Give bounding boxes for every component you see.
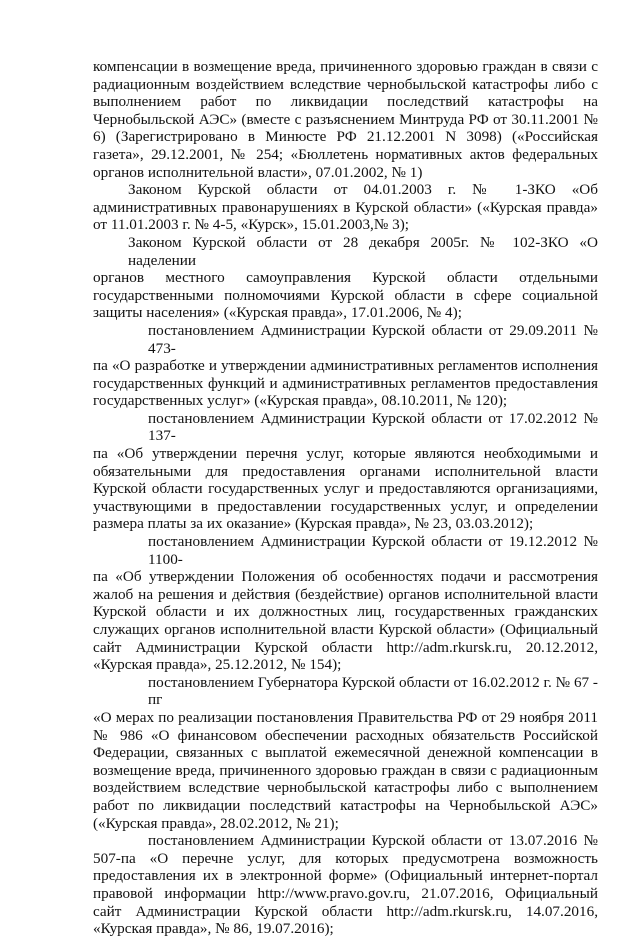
document-line: государственными полномочиями Курской области в сфере социальной	[93, 286, 598, 304]
document-line: постановлением Администрации Курской области от 17.02.2012 № 137-	[148, 409, 598, 445]
document-line: защиты населения» («Курская правда», 17.01.2006, № 4);	[93, 304, 462, 322]
document-line: административных правонарушениях в Курской области» («Курская правда»	[93, 198, 598, 216]
document-line: па «Об утверждении перечня услуг, которые являются необходимыми и	[93, 445, 598, 463]
document-line: постановлением Администрации Курской области от 13.07.2016 №	[148, 832, 598, 850]
document-line: от 11.01.2003 г. № 4-5, «Курск», 15.01.2003,№ 3);	[93, 216, 410, 234]
document-line: № 986 «О финансовом обеспечении расходных обязательств Российской	[93, 726, 598, 744]
document-line: «Курская правда», № 86, 19.07.2016);	[93, 920, 334, 938]
document-line: предоставления их в электронной форме» (Официальный интернет-портал	[93, 867, 598, 885]
document-line: обязательными для предоставления органами исполнительной власти	[93, 462, 598, 480]
document-line: Федерации, связанных с выплатой ежемесячной денежной компенсации в	[93, 744, 598, 762]
document-line: государственных функций и административных регламентов предоставления	[93, 374, 598, 392]
document-line: сайт Администрации Курской области http://adm.rkursk.ru, 20.12.2012,	[93, 638, 598, 656]
document-line: органов местного самоуправления Курской области отдельными	[93, 269, 598, 287]
document-line: «Курская правда», 25.12.2012, № 154);	[93, 656, 342, 674]
document-line: 507-па «О перечне услуг, для которых предусмотрена возможность	[93, 849, 598, 867]
document-line: работ по ликвидации последствий катастрофы на Чернобыльской АЭС»	[93, 796, 598, 814]
document-line: служащих органов исполнительной власти Курской области» (Официальный	[93, 621, 598, 638]
document-line: Чернобыльской АЭС» (вместе с разъяснением Минтруда РФ от 30.11.2001 №	[93, 110, 598, 128]
document-line: правовой информации http://www.pravo.gov.ru, 21.07.2016, Официальный	[93, 884, 598, 902]
document-line: Законом Курской области от 28 декабря 2005г. № 102-ЗКО «О наделении	[128, 233, 598, 269]
document-line: 6) (Зарегистрировано в Минюсте РФ 21.12.2001 N 3098) («Российская	[93, 128, 598, 146]
document-line: газета», 29.12.2001, № 254; «Бюллетень нормативных актов федеральных	[93, 145, 598, 163]
document-line: постановлением Губернатора Курской области от 16.02.2012 г. № 67 - пг	[148, 673, 598, 709]
document-line: участвующими в предоставлении государственных услуг, и определении	[93, 497, 598, 515]
document-line: жалоб на решения и действия (бездействие) органов исполнительной власти	[93, 585, 598, 603]
document-line: («Курская правда», 28.02.2012, № 21);	[93, 814, 339, 832]
document-line: Законом Курской области от 04.01.2003 г. № 1-ЗКО «Об	[128, 181, 598, 199]
document-line: размера платы за их оказание» (Курская правда», № 23, 03.03.2012);	[93, 515, 534, 533]
document-line: постановлением Администрации Курской области от 19.12.2012 № 1100-	[148, 533, 598, 568]
document-line: Курской области государственных услуг и предоставляются организациями,	[93, 480, 598, 498]
document-line: радиационным воздействием вследствие чернобыльской катастрофы либо с	[93, 75, 598, 93]
document-page	[93, 58, 598, 938]
document-line: па «Об утверждении Положения об особенностях подачи и рассмотрения	[93, 568, 598, 586]
document-line: «О мерах по реализации постановления Правительства РФ от 29 ноября 2011	[93, 708, 598, 726]
document-line: возмещение вреда, причиненного здоровью граждан в связи с радиационным	[93, 761, 598, 779]
document-line: органов исполнительной власти», 07.01.2002, № 1)	[93, 163, 423, 181]
document-line: постановлением Администрации Курской области от 29.09.2011 № 473-	[148, 321, 598, 357]
document-line: Курской области и их должностных лиц, государственных гражданских	[93, 603, 598, 621]
document-line: государственных услуг» («Курская правда», 08.10.2011, № 120);	[93, 392, 508, 410]
document-line: па «О разработке и утверждении административных регламентов исполнения	[93, 357, 598, 375]
document-line: компенсации в возмещение вреда, причиненного здоровью граждан в связи с	[93, 58, 598, 75]
document-line: сайт Администрации Курской области http://adm.rkursk.ru, 14.07.2016,	[93, 902, 598, 920]
document-line: воздействием вследствие чернобыльской катастрофы либо с выполнением	[93, 779, 598, 797]
document-line: выполнением работ по ликвидации последствий катастрофы на	[93, 93, 598, 111]
